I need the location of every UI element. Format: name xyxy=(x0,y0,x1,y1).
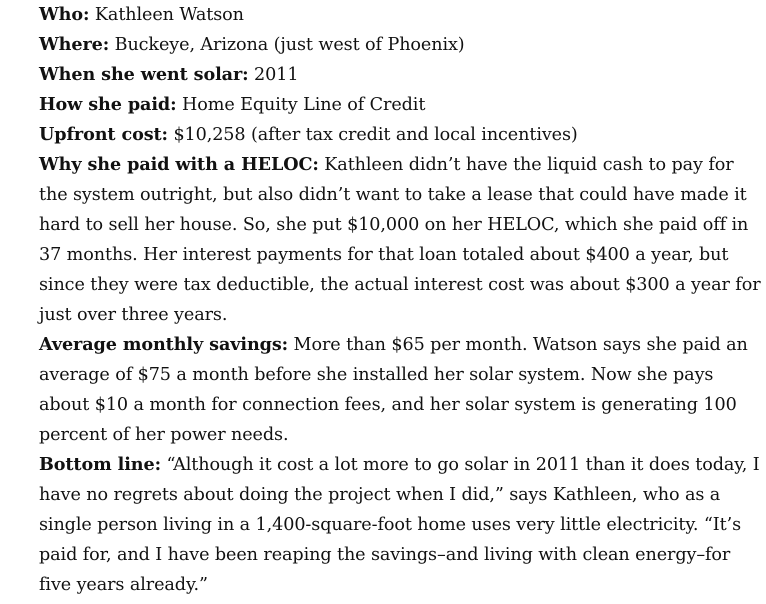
entry-label: When she went solar: xyxy=(39,64,249,85)
entry-label: Why she paid with a HELOC: xyxy=(39,154,319,175)
entry-how-paid xyxy=(39,90,761,120)
entry-bottom-line xyxy=(39,450,761,600)
entry-why-heloc xyxy=(39,150,761,330)
entry-label: Who: xyxy=(39,4,90,25)
entry-label: Average monthly savings: xyxy=(39,334,289,355)
entry-label: Upfront cost: xyxy=(39,124,168,145)
entry-text: Buckeye, Arizona (just west of Phoenix) xyxy=(114,35,465,55)
entry-label: How she paid: xyxy=(39,94,177,115)
entry-text: Kathleen didn’t have the liquid cash to pay for the system outright, but also didn’t want to take a lease that could have made it hard to sell her house. So, she put $10,000 on her HELOC, which she paid off in 37 months. Her interest payments for that loan totaled about $400 a year, but since they were tax deductible, the actual interest cost was about $300 a year for just over three years. xyxy=(39,155,761,325)
entry-when-solar xyxy=(39,60,761,90)
entry-text: More than $65 per month. Watson says she paid an average of $75 a month before she installed her solar system. Now she pays about $10 a month for connection fees, and her solar system is generating 100 percent of her power needs. xyxy=(39,335,748,445)
solar-profile-document xyxy=(39,0,761,600)
entry-text: 2011 xyxy=(254,65,299,85)
entry-upfront-cost xyxy=(39,120,761,150)
entry-text: “Although it cost a lot more to go solar in 2011 than it does today, I have no regrets about doing the project when I did,” says Kathleen, who as a single person living in a 1,400-square-foot home uses very little electricity. “It’s paid for, and I have been reaping the savings–and living with clean energy–for five years already.” xyxy=(39,455,760,595)
entry-who xyxy=(39,0,761,30)
entry-label: Where: xyxy=(39,34,110,55)
entry-label: Bottom line: xyxy=(39,454,161,475)
entry-monthly-savings xyxy=(39,330,761,450)
entry-text: $10,258 (after tax credit and local incentives) xyxy=(173,125,578,145)
entry-where xyxy=(39,30,761,60)
entry-text: Kathleen Watson xyxy=(94,5,244,25)
entry-text: Home Equity Line of Credit xyxy=(182,95,426,115)
